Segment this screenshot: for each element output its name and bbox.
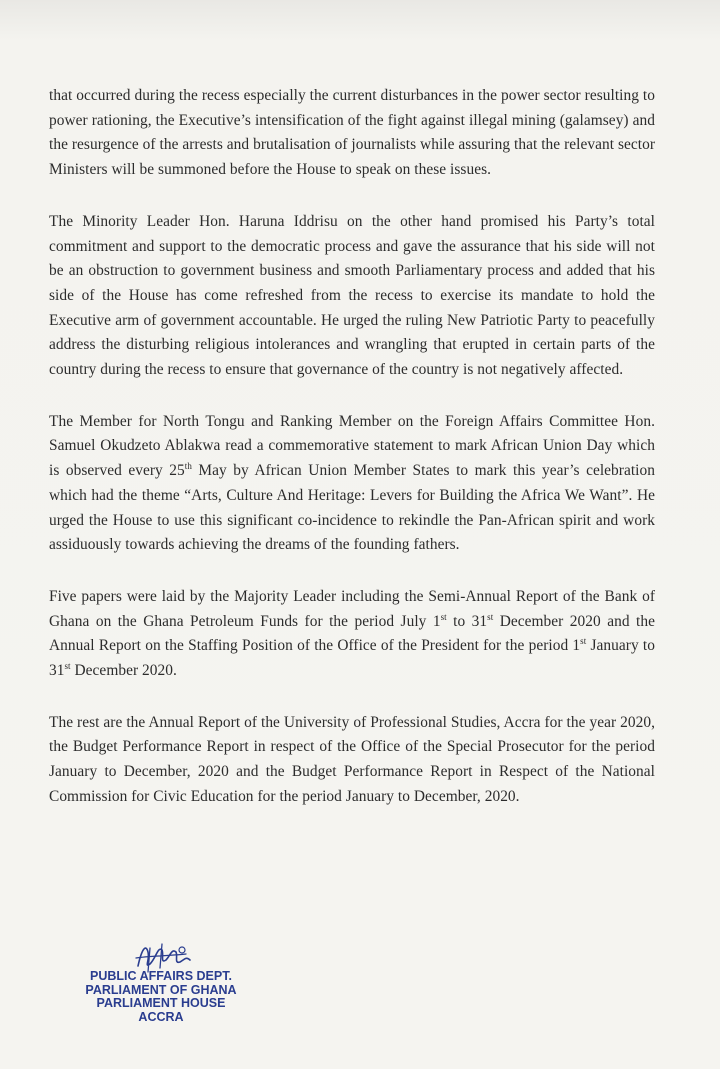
- stamp-line-parliament: PARLIAMENT OF GHANA: [85, 982, 237, 997]
- paragraph-1: [49, 84, 655, 183]
- paragraph-text: The Member for North Tongu and Ranking Member on the Foreign Affairs Committee Hon. Samuel Okudzeto Ablakwa read a commemorative statement to mark African Union Day which is observed every 25: [49, 412, 655, 480]
- official-stamp: [66, 940, 266, 1050]
- paragraph-text: Five papers were laid by the Majority Leader including the Semi-Annual Report of the Bank of Ghana on the Ghana Petroleum Funds for the period July 1: [49, 587, 655, 630]
- ordinal-suffix: st: [64, 660, 71, 671]
- document-body: [49, 84, 655, 837]
- ordinal-suffix: st: [487, 611, 494, 622]
- paragraph-text: December 2020 and the Annual Report on the Staffing Position of the Office of the President for the period 1: [49, 612, 655, 655]
- stamp-line-city: ACCRA: [138, 1009, 184, 1024]
- ordinal-suffix: st: [440, 611, 447, 622]
- ordinal-suffix: st: [580, 636, 587, 647]
- paragraph-4: [49, 585, 655, 684]
- paragraph-text: that occurred during the recess especially the current disturbances in the power sector resulting to power rationing, the Executive’s intensification of the fight against illegal mining (galamsey) and the resurgence of the arrests and brutalisation of journalists while assuring that the relevant sector Ministers will be summoned before the House to speak on these issues.: [49, 87, 655, 179]
- stamp-line-house: PARLIAMENT HOUSE: [96, 996, 226, 1010]
- paragraph-2: [49, 210, 655, 383]
- stamp-text: [66, 970, 256, 1024]
- paragraph-text: The rest are the Annual Report of the University of Professional Studies, Accra for the year 2020, the Budget Performance Report in respect of the Office of the Special Prosecutor for the period January to December, 2020 and the Budget Performance Report in Respect of the National Commission for Civic Education for the period January to December, 2020.: [49, 713, 655, 805]
- paragraph-3: [49, 410, 655, 558]
- paragraph-text: May by African Union Member States to mark this year’s celebration which had the theme “Arts, Culture And Heritage: Levers for Building the Africa We Want”. He urged the House to use this significant co-incidence to rekindle the Pan-African spirit and work assiduously towards achieving the dreams of the founding fathers.: [49, 462, 655, 554]
- stamp-line-dept: PUBLIC AFFAIRS DEPT.: [90, 969, 232, 983]
- paragraph-text: December 2020.: [70, 662, 177, 680]
- paragraph-text: The Minority Leader Hon. Haruna Iddrisu on the other hand promised his Party’s total commitment and support to the democratic process and gave the assurance that his side will not be an obstruction to government business and smooth Parliamentary process and added that his side of the House has come refreshed from the recess to exercise its mandate to hold the Executive arm of government accountable. He urged the ruling New Patriotic Party to peacefully address the disturbing religious intolerances and wrangling that erupted in certain parts of the country during the recess to ensure that governance of the country is not negatively affected.: [49, 212, 655, 379]
- paragraph-5: [49, 711, 655, 810]
- paragraph-text: January to 31: [49, 637, 655, 680]
- paragraph-text: to 31: [446, 612, 488, 630]
- ordinal-suffix: th: [184, 461, 192, 472]
